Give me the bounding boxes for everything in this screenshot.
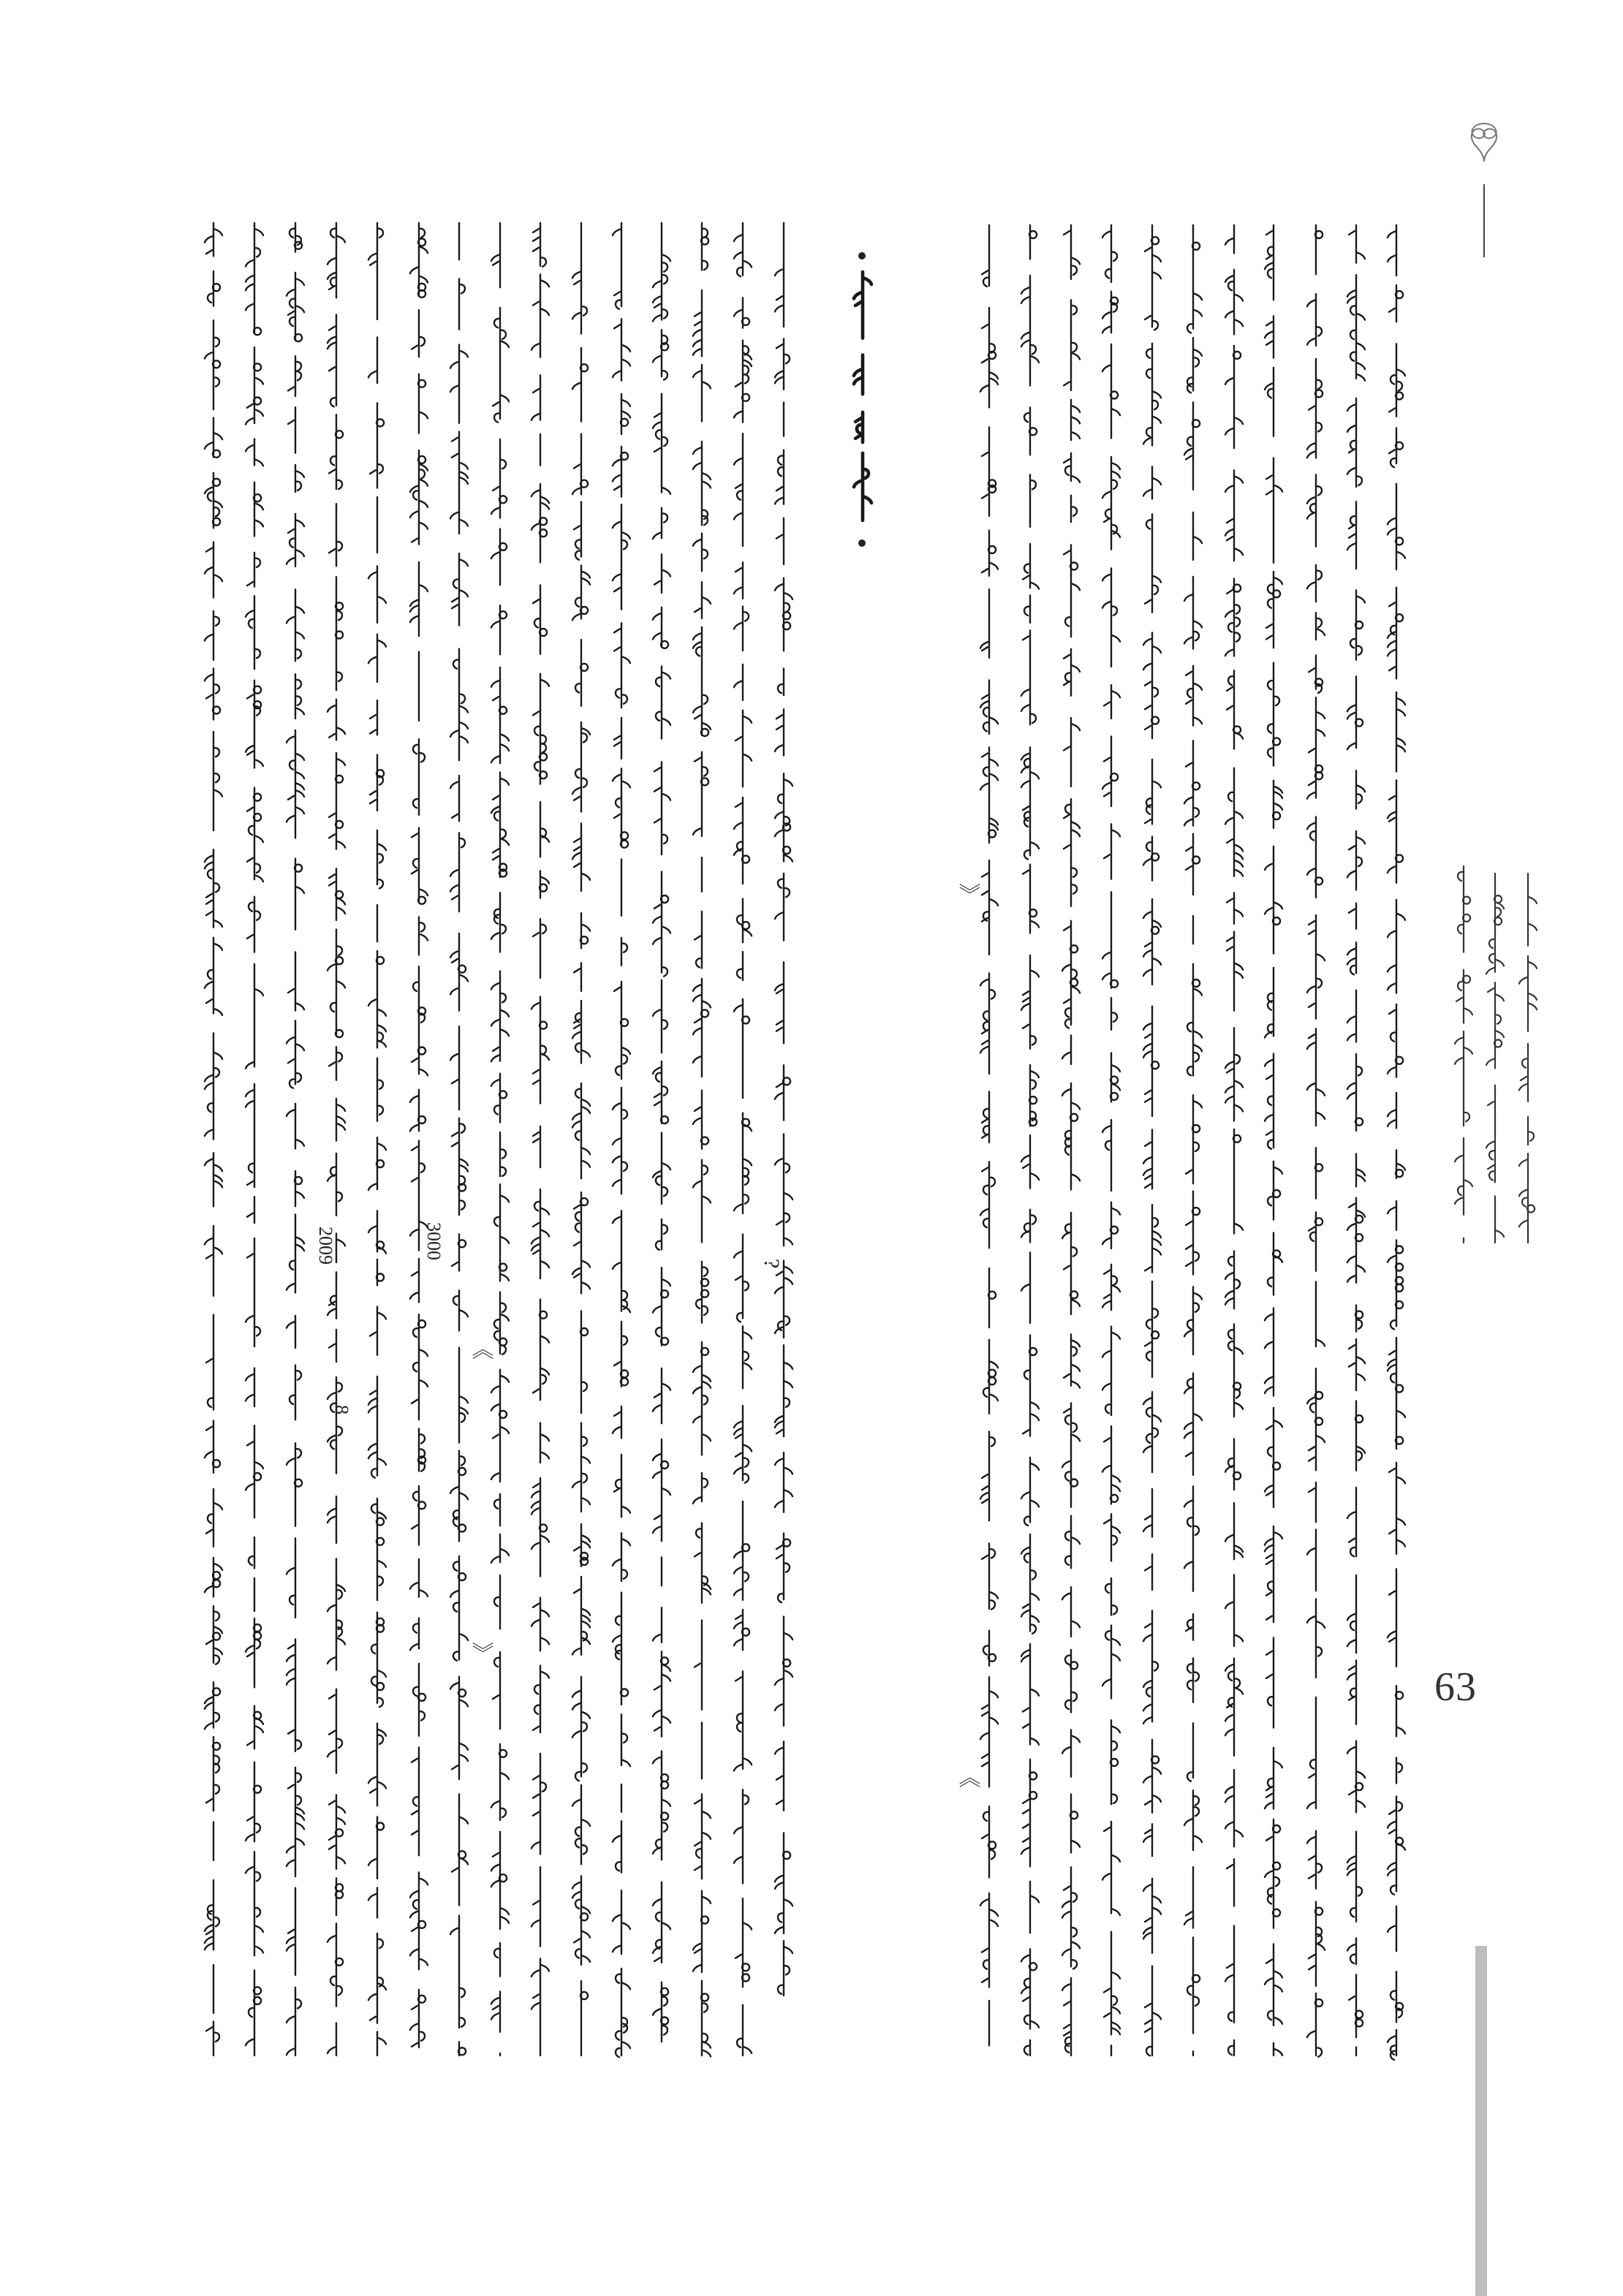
paragraph-column	[491, 223, 509, 2056]
paragraph-column	[1062, 225, 1080, 2056]
paragraph-column	[653, 223, 670, 2042]
paragraph-column	[1225, 225, 1243, 2056]
inline-number-3000: 3000	[423, 1222, 444, 1260]
header-line	[1519, 874, 1537, 1243]
inline-number-2009: 2009	[315, 1227, 336, 1265]
paragraph-column	[1184, 225, 1202, 2056]
paragraph-column	[450, 223, 468, 2056]
paragraph-column	[1265, 225, 1282, 2056]
paragraph-column	[246, 223, 263, 2056]
header-line	[1486, 874, 1504, 1243]
paragraph-column	[1143, 225, 1161, 2056]
paragraph-column	[410, 223, 428, 2047]
paragraph-column	[693, 223, 711, 2056]
paragraph-column	[775, 223, 792, 1996]
quote-close: 》	[956, 883, 980, 905]
quote-open: 《	[469, 1338, 493, 1360]
paragraph-column	[1388, 225, 1405, 2060]
quote-open: 《	[956, 1766, 980, 1788]
paragraph-column	[1102, 225, 1120, 2056]
page-number: 63	[1434, 1664, 1477, 1710]
running-header	[1455, 866, 1537, 1243]
paragraph-column	[1021, 225, 1039, 2056]
body-paragraph-2	[205, 223, 792, 2057]
paragraph-column	[613, 223, 630, 2057]
paragraph-column	[1307, 225, 1325, 2057]
heading-text	[854, 272, 871, 520]
inline-number-8: 8	[331, 1405, 352, 1414]
heading-bullet-bottom	[858, 539, 866, 547]
side-tab	[1475, 1946, 1487, 2296]
paragraph-column	[205, 223, 222, 2056]
paragraph-column	[572, 223, 590, 2056]
paragraph-column	[531, 223, 549, 2056]
paragraph-column	[734, 223, 752, 2056]
paragraph-column	[328, 223, 345, 2056]
quote-close: 》	[469, 1642, 493, 1664]
paragraph-column	[1347, 225, 1365, 2056]
question-mark: ?	[760, 1259, 784, 1269]
header-line	[1455, 866, 1472, 1243]
paragraph-column	[287, 223, 304, 2056]
body-paragraph-1	[980, 225, 1405, 2060]
heading-bullet-top	[858, 252, 866, 259]
paragraph-column	[368, 223, 386, 2056]
section-heading	[854, 272, 871, 520]
ornament-icon	[1459, 121, 1510, 166]
